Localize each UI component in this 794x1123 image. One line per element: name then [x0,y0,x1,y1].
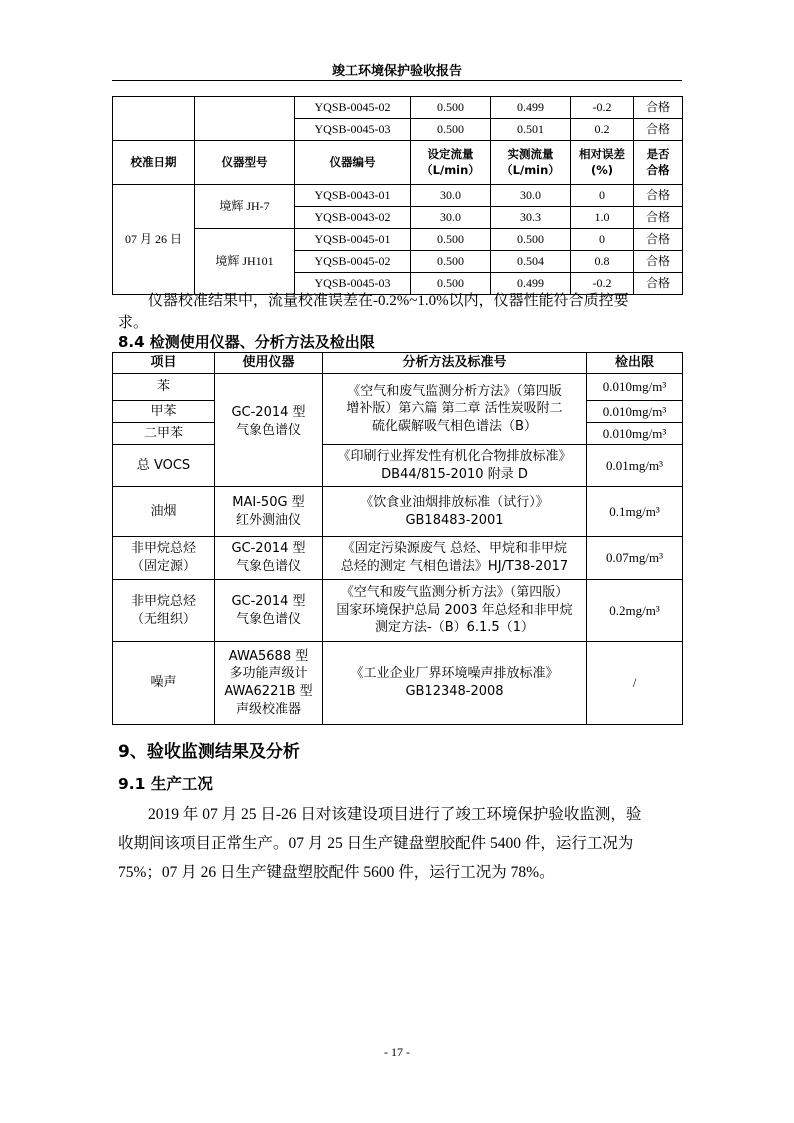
limit-cell: 0.07mg/m³ [587,537,683,580]
header-item: 项目 [113,353,215,374]
set-flow: 0.500 [411,273,491,295]
qualified: 合格 [634,273,683,295]
relative-error: 1.0 [571,207,634,229]
actual-flow: 30.3 [491,207,571,229]
paragraph-line: 75%；07 月 26 日生产键盘塑胶配件 5600 件，运行工况为 78%。 [118,864,555,881]
paragraph-line: 收期间该项目正常生产。07 月 25 日生产键盘塑胶配件 5400 件，运行工况为 [118,835,634,852]
set-flow: 0.500 [411,119,491,141]
actual-flow: 0.504 [491,251,571,273]
table-row [113,642,683,725]
section-9-title: 9、验收监测结果及分析 [118,742,300,762]
table-header-row [113,141,683,185]
section-8-4-title: 8.4 检测使用仪器、分析方法及检出限 [118,333,375,351]
calibration-note-line2: 求。 [118,315,149,331]
limit-cell: 0.01mg/m³ [587,445,683,487]
header-date: 校准日期 [113,141,195,185]
qualified: 合格 [634,97,683,119]
item-cell: 二甲苯 [113,423,215,445]
header-model: 仪器型号 [195,141,295,185]
header-divider [112,80,682,81]
qualified: 合格 [634,207,683,229]
method-cell: 《空气和废气监测分析方法》（第四版） 国家环境保护总局 2003 年总烃和非甲烷 测定方法-（B）6.1.5（1） [323,580,587,642]
calibration-note-line1: 仪器校准结果中，流量校准误差在-0.2%~1.0%以内，仪器性能符合质控要 [148,293,629,309]
header-set-flow: 设定流量 （L/min） [411,141,491,185]
table-row [113,580,683,642]
paragraph-line: 2019 年 07 月 25 日-26 日对该建设项目进行了竣工环境保护验收监测，验 [148,806,642,823]
method-cell: 《饮食业油烟排放标准（试行）》 GB18483-2001 [323,487,587,537]
actual-flow: 0.499 [491,97,571,119]
header-relative-error: 相对误差 (%) [571,141,634,185]
qualified: 合格 [634,185,683,207]
table-row [113,445,683,487]
instrument-number: YQSB-0045-02 [295,251,411,273]
actual-flow: 0.499 [491,273,571,295]
actual-flow: 0.501 [491,119,571,141]
set-flow: 30.0 [411,185,491,207]
method-cell: 《空气和废气监测分析方法》（第四版 增补版）第六篇 第二章 活性炭吸附二 硫化碳解吸气相色谱法（B） [323,374,587,445]
calibration-table [112,96,683,295]
blank-cell [195,97,295,141]
page-header-title: 竣工环境保护验收报告 [331,64,462,79]
item-cell: 非甲烷总烃 （固定源） [113,537,215,580]
method-cell: 《印刷行业挥发性有机化合物排放标准》 DB44/815-2010 附录 D [323,445,587,487]
relative-error: 0.8 [571,251,634,273]
table-row [113,487,683,537]
actual-flow: 30.0 [491,185,571,207]
blank-cell [113,97,195,141]
instrument-model: 境辉 JH-7 [195,185,295,229]
table-row [113,229,683,251]
header-instrument: 使用仪器 [215,353,323,374]
method-cell: 《固定污染源废气 总烃、甲烷和非甲烷 总烃的测定 气相色谱法》HJ/T38-2017 [323,537,587,580]
instrument-cell: GC-2014 型 气象色谱仪 [215,537,323,580]
table-row [113,537,683,580]
instrument-number: YQSB-0045-03 [295,273,411,295]
table-row [113,374,683,401]
actual-flow: 0.500 [491,229,571,251]
header-qualified: 是否 合格 [634,141,683,185]
limit-cell: 0.010mg/m³ [587,401,683,423]
relative-error: 0 [571,229,634,251]
header-method: 分析方法及标准号 [323,353,587,374]
page-number: - 17 - [384,1045,410,1059]
method-cell: 《工业企业厂界环境噪声排放标准》 GB12348-2008 [323,642,587,725]
item-cell: 噪声 [113,642,215,725]
section-9-1-title: 9.1 生产工况 [118,775,213,793]
table-row [113,97,683,119]
set-flow: 0.500 [411,251,491,273]
limit-cell: 0.010mg/m³ [587,423,683,445]
instrument-number: YQSB-0045-03 [295,119,411,141]
table-row [113,185,683,207]
set-flow: 0.500 [411,97,491,119]
calibration-note [118,290,678,334]
instrument-number: YQSB-0045-02 [295,97,411,119]
relative-error: 0.2 [571,119,634,141]
set-flow: 0.500 [411,229,491,251]
set-flow: 30.0 [411,207,491,229]
relative-error: -0.2 [571,273,634,295]
limit-cell: / [587,642,683,725]
header-limit: 检出限 [587,353,683,374]
instrument-cell: MAI-50G 型 红外测油仪 [215,487,323,537]
instrument-number: YQSB-0043-02 [295,207,411,229]
limit-cell: 0.2mg/m³ [587,580,683,642]
qualified: 合格 [634,119,683,141]
item-cell: 总 VOCS [113,445,215,487]
header-actual-flow: 实测流量 （L/min） [491,141,571,185]
production-paragraph [118,800,678,887]
header-number: 仪器编号 [295,141,411,185]
relative-error: 0 [571,185,634,207]
instrument-model: 境辉 JH101 [195,229,295,295]
instrument-number: YQSB-0045-01 [295,229,411,251]
table-header-row [113,353,683,374]
qualified: 合格 [634,229,683,251]
method-table [112,352,683,725]
relative-error: -0.2 [571,97,634,119]
qualified: 合格 [634,251,683,273]
item-cell: 甲苯 [113,401,215,423]
limit-cell: 0.010mg/m³ [587,374,683,401]
instrument-cell: GC-2014 型 气象色谱仪 [215,374,323,487]
limit-cell: 0.1mg/m³ [587,487,683,537]
calibration-date: 07 月 26 日 [113,185,195,295]
instrument-cell: AWA5688 型 多功能声级计 AWA6221B 型 声级校准器 [215,642,323,725]
instrument-number: YQSB-0043-01 [295,185,411,207]
instrument-cell: GC-2014 型 气象色谱仪 [215,580,323,642]
item-cell: 苯 [113,374,215,401]
item-cell: 油烟 [113,487,215,537]
item-cell: 非甲烷总烃 （无组织） [113,580,215,642]
